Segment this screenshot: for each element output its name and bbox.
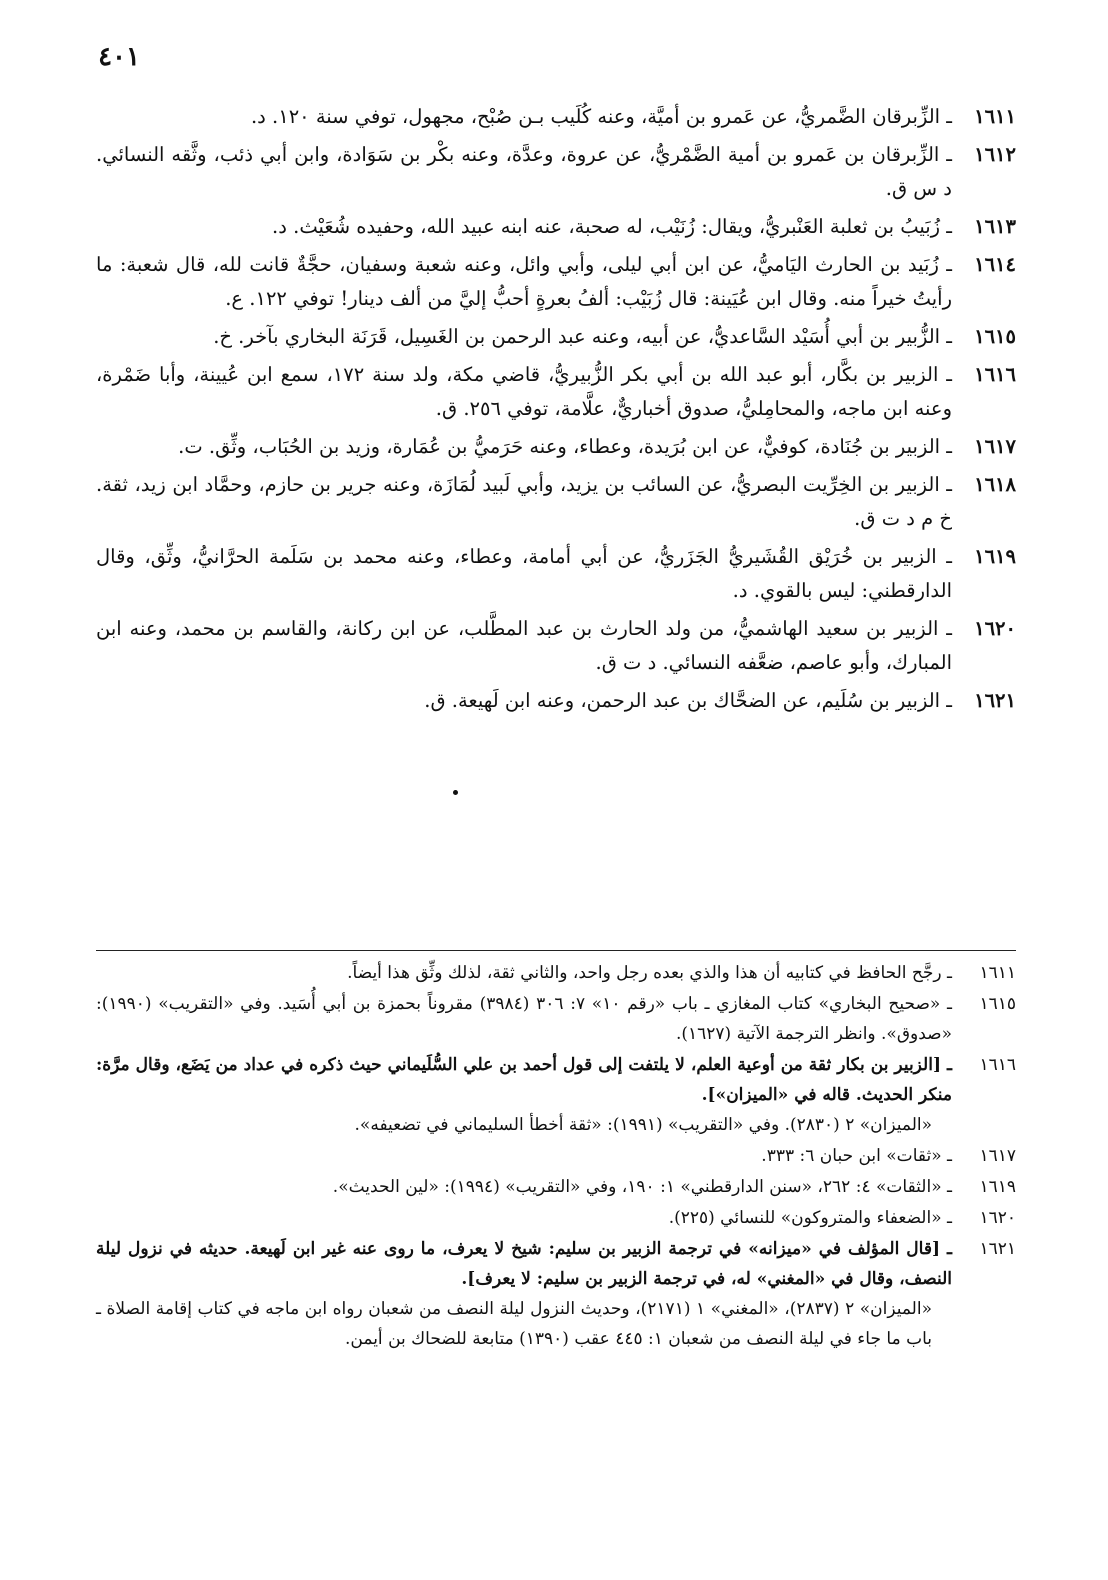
entry-number: ١٦١٦ bbox=[974, 363, 1016, 386]
entry-number: ١٦١٣ bbox=[974, 215, 1016, 238]
note-text: ـ [الزبير بن بكار ثقة من أوعية العلم، لا يلتفت إلى قول أحمد بن علي السُّلَيماني حيث ذكره في عداد من يَضَع، وقال مرَّة: منكر الحديث. قاله في «الميزان»]. bbox=[96, 1055, 952, 1105]
entry-1618 bbox=[96, 468, 1016, 536]
note-number: ١٦١٩ bbox=[979, 1177, 1016, 1197]
entry-text: ـ زُبَيد بن الحارث اليَاميُّ، عن ابن أبي ليلى، وأبي وائل، وعنه شعبة وسفيان، حجَّةٌ قانت لله، قال شعبة: ما رأيتُ خيراً منه. وقال ابن عُيَينة: قال زُبَيْب: ألفُ بعرةٍ أحبُّ إليَّ من ألف دينار! توفي ١٢٢. ع. bbox=[96, 253, 952, 310]
entry-text: ـ الزِّبرقان الضَّمريُّ، عن عَمرو بن أميَّة، وعنه كُلَيب بـن صُبْح، مجهول، توفي سنة ١٢٠. د. bbox=[250, 105, 952, 128]
entry-number: ١٦٢١ bbox=[974, 689, 1016, 712]
stray-dot-mark bbox=[453, 790, 458, 795]
note-text: ـ «الثقات» ٤: ٢٦٢، «سنن الدارقطني» ١: ١٩٠، وفي «التقريب» (١٩٩٤): «لين الحديث». bbox=[332, 1177, 952, 1197]
entry-text: ـ الزُّبير بن أبي أُسَيْد السَّاعديُّ، عن أبيه، وعنه عبد الرحمن بن الغَسِيل، قَرَنَة البخاري بآخر. خ. bbox=[213, 325, 952, 348]
entry-text: ـ الزِّبرقان بن عَمرو بن أمية الضَّمْريُّ، عن عروة، وعدَّة، وعنه بكْر بن سَوَادة، وابن أبي ذئب، وثَّقه النسائي. د س ق. bbox=[96, 143, 952, 200]
note-1617 bbox=[96, 1141, 1016, 1171]
entry-text: ـ الزبير بن جُنَادة، كوفيٌّ، عن ابن بُرَيدة، وعطاء، وعنه حَرَميُّ بن عُمَارة، وزيد بن الحُبَاب، وثِّق. ت. bbox=[178, 435, 952, 458]
entry-1612 bbox=[96, 138, 1016, 206]
entry-1614 bbox=[96, 248, 1016, 316]
entry-number: ١٦١١ bbox=[974, 105, 1016, 128]
entry-text: ـ الزبير بن خُرَيْق القُشَيريُّ الجَزَريُّ، عن أبي أمامة، وعطاء، وعنه محمد بن سَلَمة الحرَّانيُّ، وثِّق، وقال الدارقطني: ليس بالقوي. د. bbox=[96, 545, 952, 602]
note-number: ١٦١٥ bbox=[979, 994, 1016, 1014]
entry-text: ـ الزبير بن الخِرِّيت البصريُّ، عن السائب بن يزيد، وأبي لَبيد لُمَازَة، وعنه جرير بن حازم، وحمَّاد ابن زيد، ثقة. خ م د ت ق. bbox=[96, 473, 952, 530]
entry-text: ـ زُبَيبُ بن ثعلبة العَنْبريُّ، ويقال: زُنَيْب، له صحبة، عنه ابنه عبيد الله، وحفيده شُعَيْث. د. bbox=[272, 215, 952, 238]
note-number: ١٦١٧ bbox=[979, 1146, 1016, 1166]
entry-number: ١٦١٧ bbox=[974, 435, 1016, 458]
note-1620 bbox=[96, 1203, 1016, 1233]
entry-number: ١٦١٥ bbox=[974, 325, 1016, 348]
entry-1620 bbox=[96, 612, 1016, 680]
note-source: «الميزان» ٢ (٢٨٣٠). وفي «التقريب» (١٩٩١): «ثقة أخطأ السليماني في تضعيفه». bbox=[354, 1115, 932, 1135]
note-number: ١٦١٦ bbox=[979, 1055, 1016, 1075]
entry-1613 bbox=[96, 210, 1016, 244]
footnote-divider bbox=[96, 950, 1016, 951]
note-number: ١٦٢٠ bbox=[979, 1208, 1016, 1228]
note-text: ـ «ثقات» ابن حبان ٦: ٣٣٣. bbox=[761, 1146, 952, 1166]
entry-1611 bbox=[96, 100, 1016, 134]
note-text: ـ «صحيح البخاري» كتاب المغازي ـ باب «رقم ١٠» ٧: ٣٠٦ (٣٩٨٤) مقروناً بحمزة بن أبي أُسَيد. وفي «التقريب» (١٩٩٠): «صدوق». وانظر الترجمة الآتية (١٦٢٧). bbox=[96, 994, 952, 1044]
footnotes bbox=[96, 958, 1016, 1355]
note-text: ـ «الضعفاء والمتروكون» للنسائي (٢٢٥). bbox=[668, 1208, 952, 1228]
note-1611 bbox=[96, 958, 1016, 988]
entry-1619 bbox=[96, 540, 1016, 608]
note-1616 bbox=[96, 1050, 1016, 1140]
note-text: ـ [قال المؤلف في «ميزانه» في ترجمة الزبير بن سليم: شيخ لا يعرف، ما روى عنه غير ابن لَهيعة. حديثه في نزول ليلة النصف، وقال في «المغني» له، في ترجمة الزبير بن سليم: لا يعرف]. bbox=[96, 1239, 952, 1289]
note-1619 bbox=[96, 1172, 1016, 1202]
entry-1616 bbox=[96, 358, 1016, 426]
note-1621 bbox=[96, 1234, 1016, 1354]
entry-text: ـ الزبير بن بكَّار، أبو عبد الله بن أبي بكر الزُّبيريُّ، قاضي مكة، ولد سنة ١٧٢، سمع ابن عُيينة، وأبا ضَمْرة، وعنه ابن ماجه، والمحامِليُّ، صدوق أخباريٌّ، علَّامة، توفي ٢٥٦. ق. bbox=[96, 363, 952, 420]
biographical-entries bbox=[96, 100, 1016, 722]
note-text: ـ رجَّح الحافظ في كتابيه أن هذا والذي بعده رجل واحد، والثاني ثقة، لذلك وثِّق هذا أيضاً. bbox=[347, 963, 952, 983]
entry-text: ـ الزبير بن سُلَيم، عن الضحَّاك بن عبد الرحمن، وعنه ابن لَهيعة. ق. bbox=[424, 689, 952, 712]
note-number: ١٦١١ bbox=[979, 963, 1016, 983]
entry-number: ١٦١٨ bbox=[974, 473, 1016, 496]
entry-number: ١٦٢٠ bbox=[974, 617, 1016, 640]
entry-1615 bbox=[96, 320, 1016, 354]
entry-number: ١٦١٤ bbox=[974, 253, 1016, 276]
page-number: ٤٠١ bbox=[98, 42, 140, 72]
note-source: «الميزان» ٢ (٢٨٣٧)، «المغني» ١ (٢١٧١)، وحديث النزول ليلة النصف من شعبان رواه ابن ماجه في كتاب إقامة الصلاة ـ باب ما جاء في ليلة النصف من شعبان ١: ٤٤٥ عقب (١٣٩٠) متابعة للضحاك بن أيمن. bbox=[96, 1299, 932, 1349]
note-number: ١٦٢١ bbox=[979, 1239, 1016, 1259]
entry-1621 bbox=[96, 684, 1016, 718]
note-1615 bbox=[96, 989, 1016, 1049]
entry-number: ١٦١٢ bbox=[974, 143, 1016, 166]
entry-1617 bbox=[96, 430, 1016, 464]
entry-text: ـ الزبير بن سعيد الهاشميُّ، من ولد الحارث بن عبد المطَّلب، عن ابن ركانة، والقاسم بن محمد، وعنه ابن المبارك، وأبو عاصم، ضعَّفه النسائي. د ت ق. bbox=[96, 617, 952, 674]
entry-number: ١٦١٩ bbox=[974, 545, 1016, 568]
